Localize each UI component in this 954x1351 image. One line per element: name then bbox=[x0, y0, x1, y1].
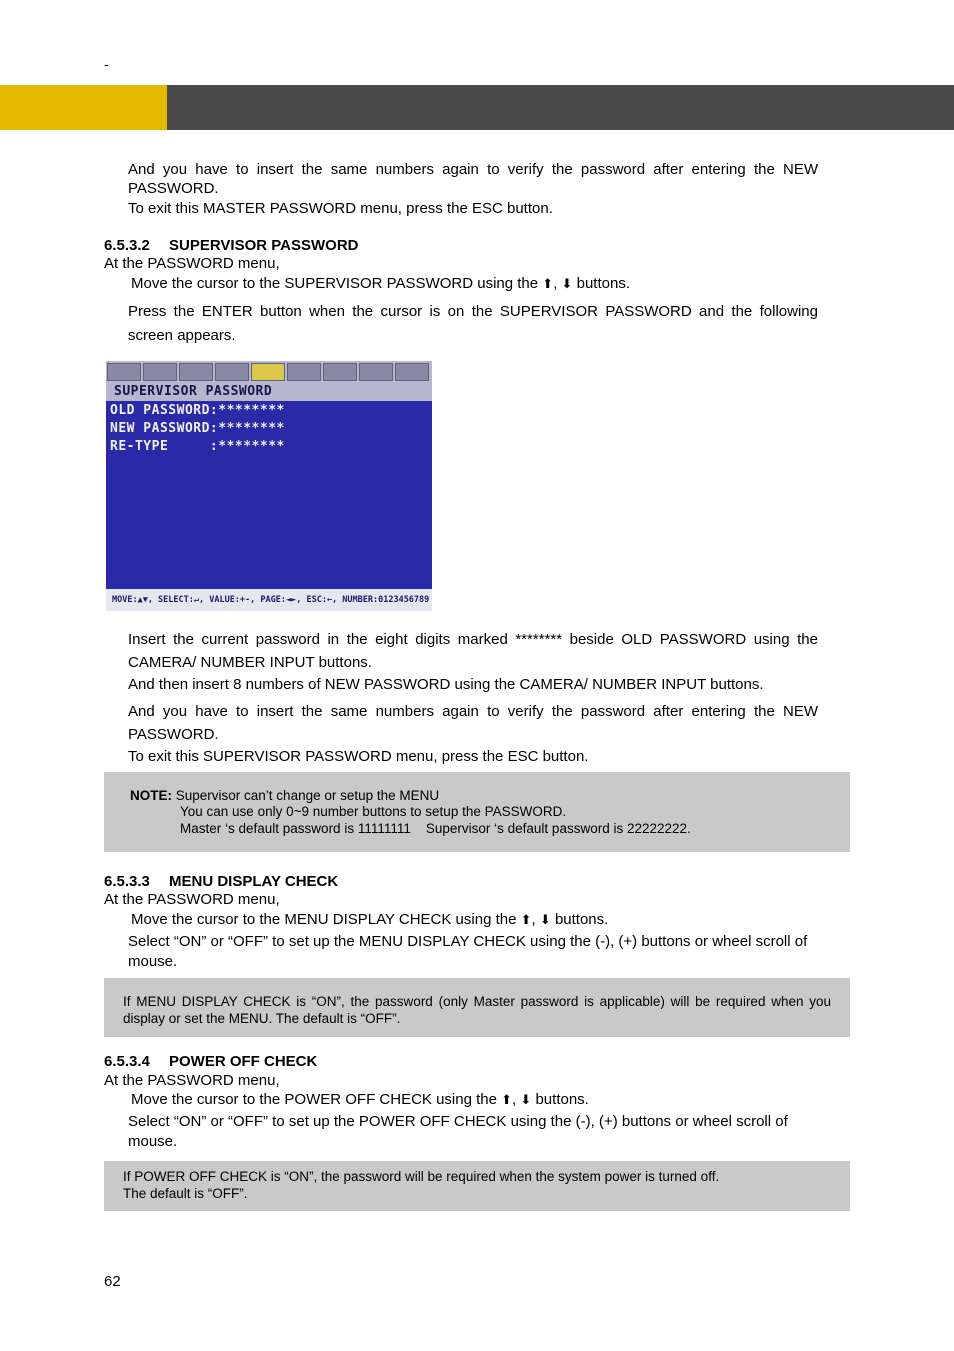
page-number: 62 bbox=[104, 1273, 121, 1290]
supervisor-line-1: At the PASSWORD menu, bbox=[104, 255, 280, 272]
section-heading-menu-display bbox=[104, 873, 338, 890]
record-icon bbox=[179, 363, 213, 381]
intro-paragraph-1: And you have to insert the same numbers again to verify the password after entering the NEW PASSWORD. bbox=[128, 161, 818, 197]
exit-icon bbox=[395, 363, 429, 381]
after-screen-paragraph-2: And then insert 8 numbers of NEW PASSWORD using the CAMERA/ NUMBER INPUT buttons. bbox=[128, 676, 764, 693]
header-dash: - bbox=[104, 56, 109, 72]
display-icon bbox=[107, 363, 141, 381]
note-line-1 bbox=[130, 787, 439, 804]
up-arrow-icon: ⬆ bbox=[520, 912, 532, 927]
intro-paragraph-2: To exit this MASTER PASSWORD menu, press the ESC button. bbox=[128, 200, 553, 217]
after-screen-paragraph-3: And you have to insert the same numbers again to verify the password after entering the NEW PASSWORD. bbox=[128, 703, 818, 743]
supervisor-line-2-end: buttons. bbox=[576, 275, 630, 292]
section-number: 6.5.3.2 bbox=[104, 237, 150, 254]
power-line-2-text: Move the cursor to the POWER OFF CHECK using the bbox=[131, 1091, 497, 1108]
after-screen-paragraph-4: To exit this SUPERVISOR PASSWORD menu, press the ESC button. bbox=[128, 748, 589, 765]
header-bar bbox=[167, 85, 954, 130]
menu-line-2-end: buttons. bbox=[554, 911, 609, 928]
up-arrow-icon: ⬆ bbox=[542, 276, 554, 291]
section-heading-power-off bbox=[104, 1053, 317, 1070]
screen-title: SUPERVISOR PASSWORD bbox=[106, 383, 432, 401]
comma: , bbox=[531, 911, 536, 928]
section-number: 6.5.3.3 bbox=[104, 873, 150, 890]
retype-row: RE-TYPE :******** bbox=[110, 439, 285, 454]
power-line-1: At the PASSWORD menu, bbox=[104, 1072, 280, 1089]
password-icon bbox=[251, 363, 285, 381]
menu-line-3: Select “ON” or “OFF” to set up the MENU DISPLAY CHECK using the (-), (+) buttons or wheel scroll of mouse. bbox=[128, 933, 808, 970]
down-arrow-icon: ⬇ bbox=[520, 1092, 532, 1107]
schedule-icon bbox=[215, 363, 249, 381]
note-power-line-2: The default is “OFF”. bbox=[123, 1186, 248, 1201]
note-box-supervisor bbox=[104, 772, 850, 852]
note-power-line-1: If POWER OFF CHECK is “ON”, the password will be required when the system power is turned off. bbox=[123, 1169, 720, 1184]
section-heading-supervisor bbox=[104, 237, 358, 254]
note-label: NOTE: bbox=[130, 788, 172, 803]
section-title: SUPERVISOR PASSWORD bbox=[169, 237, 359, 254]
note-line-2: You can use only 0~9 number buttons to setup the PASSWORD. bbox=[180, 804, 567, 819]
supervisor-line-2 bbox=[131, 275, 630, 292]
comma: , bbox=[512, 1091, 517, 1108]
after-screen-paragraph-1: Insert the current password in the eight digits marked ******** beside OLD PASSWORD using the CAMERA/ NUMBER INPUT buttons. bbox=[128, 631, 818, 671]
supervisor-line-2-text: Move the cursor to the SUPERVISOR PASSWORD using the bbox=[131, 275, 539, 292]
note-menu-text: If MENU DISPLAY CHECK is “ON”, the password (only Master password is applicable) will be required when you display or set the MENU. The default is “OFF”. bbox=[123, 994, 831, 1026]
screen-status-bar: MOVE:▲▼, SELECT:↵, VALUE:+-, PAGE:◄►, ESC:←, NUMBER:0123456789 bbox=[106, 589, 432, 611]
up-arrow-icon: ⬆ bbox=[501, 1092, 513, 1107]
note-line-3: Master ‘s default password is 11111111 Supervisor ‘s default password is 22222222. bbox=[180, 821, 691, 836]
new-password-row: NEW PASSWORD:******** bbox=[110, 421, 285, 436]
section-number: 6.5.3.4 bbox=[104, 1053, 150, 1070]
power-line-2-end: buttons. bbox=[535, 1091, 589, 1108]
camera-icon bbox=[143, 363, 177, 381]
system-icon bbox=[287, 363, 321, 381]
note-box-power-off bbox=[104, 1161, 850, 1211]
section-title: MENU DISPLAY CHECK bbox=[169, 873, 339, 890]
comma: , bbox=[553, 275, 558, 292]
supervisor-line-3: Press the ENTER button when the cursor is on the SUPERVISOR PASSWORD and the following screen appears. bbox=[128, 303, 818, 344]
down-arrow-icon: ⬇ bbox=[561, 276, 573, 291]
old-password-row: OLD PASSWORD:******** bbox=[110, 403, 285, 418]
note-box-menu-display bbox=[104, 978, 850, 1037]
search-icon bbox=[323, 363, 357, 381]
power-line-2 bbox=[131, 1091, 589, 1108]
menu-line-1: At the PASSWORD menu, bbox=[104, 891, 280, 908]
supervisor-password-screen bbox=[106, 361, 432, 611]
header-accent-bar bbox=[0, 85, 167, 130]
screen-toolbar bbox=[106, 361, 432, 383]
network-icon bbox=[359, 363, 393, 381]
menu-line-2-text: Move the cursor to the MENU DISPLAY CHECK using the bbox=[131, 911, 517, 928]
section-title: POWER OFF CHECK bbox=[169, 1053, 318, 1070]
down-arrow-icon: ⬇ bbox=[539, 912, 551, 927]
menu-line-2 bbox=[131, 911, 608, 928]
power-line-3: Select “ON” or “OFF” to set up the POWER OFF CHECK using the (-), (+) buttons or wheel scroll of mouse. bbox=[128, 1113, 788, 1150]
note-text-1: Supervisor can’t change or setup the MENU bbox=[175, 788, 440, 803]
